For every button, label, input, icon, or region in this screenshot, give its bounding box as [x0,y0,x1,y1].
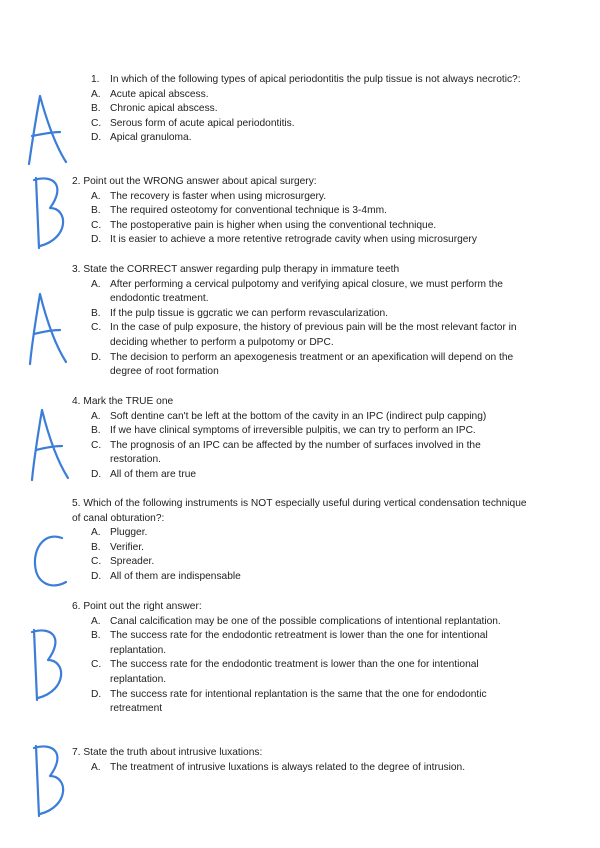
option-text: All of them are true [110,468,197,480]
question-5 [72,497,532,585]
option-c [72,321,532,350]
question-text: 5. Which of the following instruments is NOT especially useful during vertical condensation technique of canal obturation?: [72,498,527,524]
option-c [72,658,532,687]
question-2 [72,175,532,248]
option-text: Verifier. [110,541,144,553]
option-letter: C. [91,556,102,568]
option-c [72,439,532,468]
handwritten-answer-a-q1 [22,88,72,168]
option-letter: D. [91,351,102,363]
option-text: After performing a cervical pulpotomy and verifying apical closure, we must perform the endodontic treatment. [110,278,503,305]
option-letter: C. [91,439,102,451]
option-text: Canal calcification may be one of the possible complications of intentional replantation. [110,615,501,627]
question-text: 7. State the truth about intrusive luxations: [72,747,263,758]
option-c [72,219,532,234]
option-letter: C. [91,219,102,231]
question-text: 2. Point out the WRONG answer about apical surgery: [72,176,317,187]
option-text: The required osteotomy for conventional technique is 3-4mm. [110,205,387,217]
option-d [72,688,532,717]
option-text: Spreader. [110,556,155,568]
option-b [72,629,532,658]
option-text: Soft dentine can't be left at the bottom of the cavity in an IPC (indirect pulp capping) [110,410,487,422]
question-3 [72,263,532,380]
option-letter: B. [91,103,101,115]
question-label: In which of the following types of apical periodontitis the pulp tissue is not always necrotic?: [110,74,521,85]
option-list [72,190,532,248]
option-b [72,307,532,322]
question-7 [72,746,532,775]
option-list [72,278,532,380]
option-text: The prognosis of an IPC can be affected by the number of surfaces involved in the restoration. [110,439,481,466]
option-d [72,468,532,483]
option-text: The treatment of intrusive luxations is always related to the degree of intrusion. [110,761,466,773]
option-text: Plugger. [110,527,148,539]
option-a [72,526,532,541]
option-c [72,117,532,132]
option-d [72,131,532,146]
option-b [72,204,532,219]
question-6 [72,600,532,717]
question-4 [72,395,532,483]
option-a [72,190,532,205]
option-list [72,615,532,717]
option-text: The success rate for the endodontic retreatment is lower than the one for intentional replantation. [110,630,488,656]
option-letter: C. [91,659,102,671]
option-b [72,424,532,439]
option-text: The postoperative pain is higher when using the conventional technique. [110,219,437,231]
option-letter: B. [91,630,101,642]
option-letter: A. [91,761,101,773]
handwritten-answer-a-q4 [24,404,74,484]
question-text: 4. Mark the TRUE one [72,396,174,407]
option-text: If we have clinical symptoms of irreversible pulpitis, we can try to perform an IPC. [110,425,476,437]
option-a [72,278,532,307]
option-letter: D. [91,570,102,582]
handwritten-answer-b-q6 [22,624,72,704]
option-a [72,761,532,776]
option-letter: B. [91,307,101,319]
handwritten-answer-c-q5 [26,530,72,594]
option-list [72,526,532,584]
option-letter: A. [91,410,101,422]
option-a [72,410,532,425]
option-letter: D. [91,132,102,144]
question-number: 1. [91,74,100,85]
option-letter: B. [91,541,101,553]
option-letter: B. [91,205,101,217]
option-a [72,615,532,630]
option-text: In the case of pulp exposure, the history of previous pain will be the most relevant factor in deciding whether to perform a pulpotomy or DPC. [110,322,517,348]
option-list [72,410,532,483]
option-b [72,102,532,117]
question-text: 3. State the CORRECT answer regarding pulp therapy in immature teeth [72,264,400,275]
option-letter: C. [91,117,102,129]
option-d [72,233,532,248]
option-a [72,88,532,103]
option-letter: D. [91,468,102,480]
option-letter: B. [91,425,101,437]
option-text: Chronic apical abscess. [110,103,218,115]
handwritten-answer-a-q3 [22,288,72,368]
option-b [72,541,532,556]
option-text: The success rate for intentional replantation is the same that the one for endodontic retreatment [110,688,487,715]
option-text: Serous form of acute apical periodontitis. [110,117,295,129]
option-list [72,88,532,146]
option-text: The recovery is faster when using microsurgery. [110,190,327,202]
option-letter: A. [91,615,101,627]
option-text: The decision to perform an apexogenesis treatment or an apexification will depend on the degree of root formation [110,351,514,378]
handwritten-answer-b-q7 [24,740,74,820]
option-text: If the pulp tissue is ggcratic we can perform revascularization. [110,307,389,319]
option-d [72,570,532,585]
option-letter: D. [91,234,102,246]
option-text: Apical granuloma. [110,132,192,144]
option-letter: A. [91,278,101,290]
question-text [72,73,532,88]
question-text: 6. Point out the right answer: [72,601,202,612]
option-letter: D. [91,688,102,700]
option-text: All of them are indispensable [110,570,241,582]
option-d [72,351,532,380]
option-letter: A. [91,88,101,100]
option-letter: A. [91,190,101,202]
option-text: The success rate for the endodontic treatment is lower than the one for intentional replantation. [110,659,479,685]
question-1 [72,73,532,146]
option-text: It is easier to achieve a more retentive retrograde cavity when using microsurgery [110,234,477,246]
option-text: Acute apical abscess. [110,88,209,100]
handwritten-answer-b-q2 [24,172,74,252]
option-letter: A. [91,527,101,539]
option-c [72,555,532,570]
option-letter: C. [91,322,102,334]
option-list [72,761,532,776]
